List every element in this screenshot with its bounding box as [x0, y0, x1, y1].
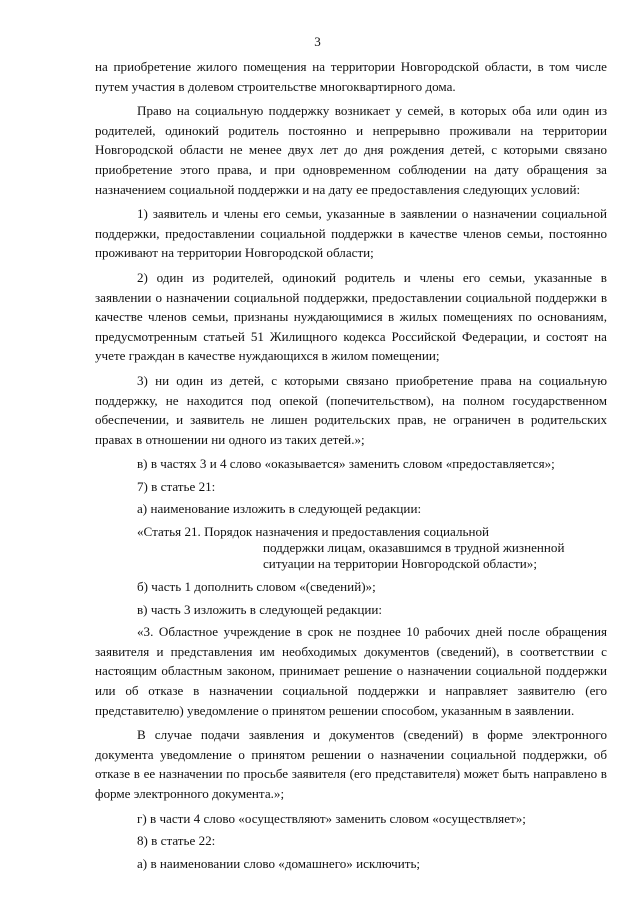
paragraph: 8) в статье 22: [137, 833, 216, 849]
paragraph: «3. Областное учреждение в срок не позднее 10 рабочих дней после обращения заявителя и представления им необходимых документов (сведений), в соответствии с настоящим областным законом, принимает решение о назначении социальной поддержки или об отказе в назначении социальной поддержки и направляет заявителю (его представителю) уведомление о принятом решении способом, указанным в заявлении. [95, 624, 607, 718]
paragraph: б) часть 1 дополнить словом «(сведений)»; [137, 579, 376, 595]
paragraph: 7) в статье 21: [137, 478, 216, 494]
paragraph: а) в наименовании слово «домашнего» исключить; [137, 855, 421, 871]
page-number: 3 [314, 34, 321, 49]
paragraph: 1) заявитель и члены его семьи, указанные в заявлении о назначении социальной поддержки, предоставлении социальной поддержки в качестве членов семьи, постоянно проживают на территории Новгородской области; [95, 206, 607, 261]
article-heading-line: поддержки лицам, оказавшимся в трудной жизненной [263, 540, 565, 556]
paragraph: в) часть 3 изложить в следующей редакции: [137, 601, 383, 617]
paragraph: Право на социальную поддержку возникает у семей, в которых оба или один из родителей, одинокий родитель постоянно и непрерывно проживали на территории Новгородской области не менее двух лет до дня рождения детей, с которыми связано приобретение этого права, и при одновременном соблюдении на дату обращения за назначением социальной поддержки и на дату ее предоставления следующих условий: [95, 103, 607, 197]
paragraph: а) наименование изложить в следующей редакции: [137, 501, 422, 517]
article-heading-line: «Статья 21. Порядок назначения и предоставления социальной [137, 524, 490, 540]
paragraph: 2) один из родителей, одинокий родитель и члены его семьи, указанные в заявлении о назначении социальной поддержки, предоставлении социальной поддержки в качестве членов семьи, признаны нуждающимися в жилых помещениях по основаниям, предусмотренным статьей 51 Жилищного кодекса Российской Федерации, и состоят на учете граждан в качестве нуждающихся в жилом помещении; [95, 269, 607, 364]
paragraph: 3) ни один из детей, с которыми связано приобретение права на социальную поддержку, не находится под опекой (попечительством), на полном государственном обеспечении, и заявитель не лишен родительских прав, не ограничен в родительских правах в отношении ни одного из таких детей.»; [95, 372, 607, 447]
article-heading-line: ситуации на территории Новгородской области»; [263, 556, 537, 572]
document-body [95, 57, 607, 876]
paragraph: В случае подачи заявления и документов (сведений) в форме электронного документа уведомление о принятом решении о назначении социальной поддержки, об отказе в ее назначении по просьбе заявителя (его представителя) может быть направлено в форме электронного документа.»; [95, 727, 607, 801]
paragraph: г) в части 4 слово «осуществляют» заменить словом «осуществляет»; [137, 810, 526, 826]
paragraph: на приобретение жилого помещения на территории Новгородской области, в том числе путем участия в долевом строительстве многоквартирного дома. [95, 59, 607, 94]
paragraph: в) в частях 3 и 4 слово «оказывается» заменить словом «предоставляется»; [137, 456, 555, 472]
article-heading [95, 524, 607, 572]
